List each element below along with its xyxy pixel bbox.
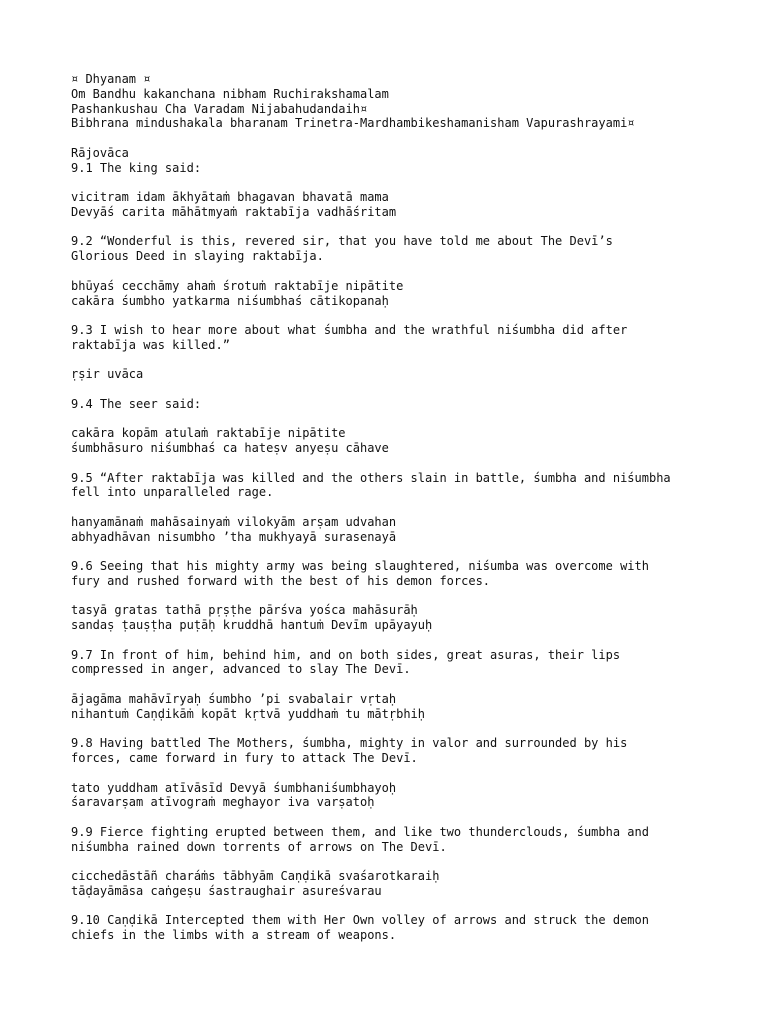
- text-line: 9.3 I wish to hear more about what śumbha and the wrathful niśumbha did after: [71, 323, 628, 337]
- paragraph-translation-9-10: [71, 913, 751, 943]
- document-page: [71, 72, 751, 958]
- text-line: cakāra śumbho yatkarma niśumbhaś cātikopanaḥ: [71, 293, 389, 308]
- paragraph-sanskrit-9-8: [71, 692, 751, 722]
- text-line: Glorious Deed in slaying raktabīja.: [71, 249, 324, 264]
- text-line: cakāra kopām atulaṁ raktabīje nipātite: [71, 426, 346, 441]
- text-line: Bibhrana mindushakala bharanam Trinetra-Mardhambikeshamanisham Vapurashrayami¤: [71, 116, 635, 131]
- text-line: compressed in anger, advanced to slay The Devī.: [71, 662, 411, 677]
- paragraph-translation-9-3: [71, 323, 751, 353]
- text-line: forces, came forward in fury to attack The Devī.: [71, 751, 418, 766]
- text-line: 9.8 Having battled The Mothers, śumbha, mighty in valor and surrounded by his: [71, 736, 628, 751]
- paragraph-sanskrit-9-6: [71, 515, 751, 545]
- text-line: fell into unparalleled rage.: [71, 485, 274, 500]
- paragraph-rajovaca: [71, 146, 751, 176]
- paragraph-dhyanam: [71, 72, 751, 131]
- paragraph-translation-9-6: [71, 559, 751, 589]
- text-line: 9.4 The seer said:: [71, 396, 202, 411]
- text-line: śaravarṣam atīvograṁ meghayor iva varṣatoḥ: [71, 795, 375, 810]
- text-line: tāḍayāmāsa caṅgeṣu śastraughair asureśvarau: [71, 883, 382, 898]
- text-line: tato yuddham atīvāsīd Devyā śumbhaniśumbhayoḥ: [71, 780, 397, 795]
- text-line: 9.10 Caṇḍikā Intercepted them with Her Own volley of arrows and struck the demon: [71, 913, 649, 928]
- text-line: sandaṣ ṭauṣṭha puṭāḥ kruddhā hantuṁ Devīm upāyayuḥ: [71, 618, 433, 633]
- paragraph-sanskrit-9-5: [71, 426, 751, 456]
- text-line: 9.9 Fierce fighting erupted between them, and like two thunderclouds, śumbha and: [71, 824, 649, 839]
- paragraph-sanskrit-9-9: [71, 781, 751, 811]
- paragraph-seer-said: [71, 397, 751, 412]
- text-line: nihantuṁ Caṇḍikāṁ kopāt kṛtvā yuddhaṁ tu mātṛbhiḥ: [71, 706, 426, 721]
- text-line: 9.7 In front of him, behind him, and on both sides, great asuras, their lips: [71, 647, 621, 662]
- text-line: niśumbha rained down torrents of arrows on The Devī.: [71, 839, 447, 854]
- paragraph-sanskrit-9-7: [71, 603, 751, 633]
- text-line: vicitram idam ākhyātaṁ bhagavan bhavatā mama: [71, 190, 389, 205]
- paragraph-sanskrit-9-2: [71, 190, 751, 220]
- text-line: Rājovāca: [71, 145, 129, 160]
- text-line: chiefs in the limbs with a stream of weapons.: [71, 928, 397, 943]
- text-line: raktabīja was killed.”: [71, 337, 230, 352]
- paragraph-sanskrit-9-3: [71, 279, 751, 309]
- text-line: 9.5 “After raktabīja was killed and the others slain in battle, śumbha and niśumbha: [71, 470, 671, 485]
- paragraph-translation-9-5: [71, 471, 751, 501]
- text-line: Devyāś carita māhātmyaṁ raktabīja vadhāśritam: [71, 204, 397, 219]
- text-line: 9.2 “Wonderful is this, revered sir, that you have told me about The Devī’s: [71, 234, 613, 249]
- text-line: śumbhāsuro niśumbhaś ca hateṣv anyeṣu cāhave: [71, 441, 389, 456]
- text-line: Pashankushau Cha Varadam Nijabahudandaih¤: [71, 101, 368, 116]
- text-line: ṛṣir uvāca: [71, 367, 144, 382]
- text-line: 9.1 The king said:: [71, 160, 202, 175]
- paragraph-translation-9-8: [71, 736, 751, 766]
- text-line: 9.6 Seeing that his mighty army was being slaughtered, niśumba was overcome with: [71, 559, 649, 574]
- text-line: hanyamānaṁ mahāsainyaṁ vilokyām arṣam udvahan: [71, 514, 397, 529]
- paragraph-translation-9-9: [71, 825, 751, 855]
- text-line: bhūyaś cecchāmy ahaṁ śrotuṁ raktabīje nipātite: [71, 278, 404, 293]
- text-line: ¤ Dhyanam ¤: [71, 72, 151, 86]
- paragraph-translation-9-7: [71, 648, 751, 678]
- text-line: ājagāma mahāvīryaḥ śumbho ’pi svabalair vṛtaḥ: [71, 691, 397, 706]
- text-line: abhyadhāvan nisumbho ’tha mukhyayā surasenayā: [71, 529, 397, 544]
- text-line: tasyā gratas tathā pṛṣṭhe pārśva yośca mahāsurāḥ: [71, 603, 418, 618]
- paragraph-translation-9-2: [71, 234, 751, 264]
- paragraph-sanskrit-9-10: [71, 869, 751, 899]
- text-line: cicchedāstāñ charáṁs tābhyām Caṇḍikā svaśarotkaraiḥ: [71, 869, 440, 884]
- paragraph-rsir-uvaca: [71, 367, 751, 382]
- text-line: Om Bandhu kakanchana nibham Ruchirakshamalam: [71, 86, 389, 101]
- text-line: fury and rushed forward with the best of his demon forces.: [71, 573, 491, 588]
